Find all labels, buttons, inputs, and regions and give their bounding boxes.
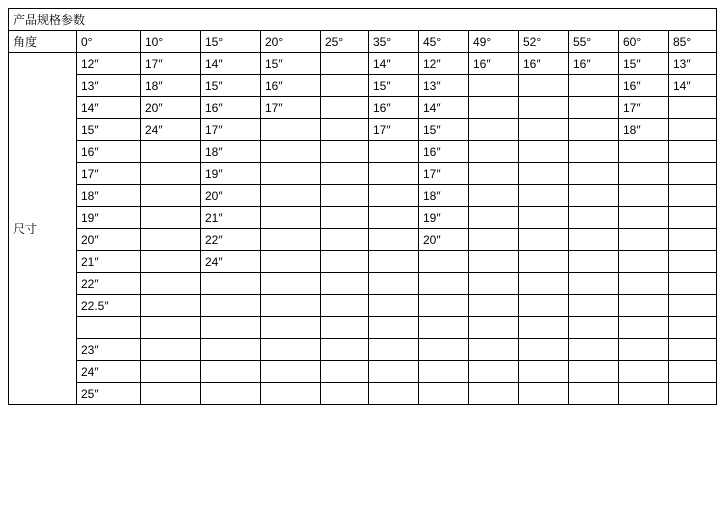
cell-4-4 bbox=[321, 141, 369, 163]
cell-8-7 bbox=[469, 229, 519, 251]
cell-2-4 bbox=[321, 97, 369, 119]
table-row bbox=[9, 273, 717, 295]
column-header-7: 49° bbox=[469, 31, 519, 53]
column-header-6: 45° bbox=[419, 31, 469, 53]
cell-12-6 bbox=[419, 317, 469, 339]
cell-3-0: 15″ bbox=[77, 119, 141, 141]
cell-5-2: 19″ bbox=[201, 163, 261, 185]
table-row bbox=[9, 361, 717, 383]
cell-13-5 bbox=[369, 339, 419, 361]
cell-7-11 bbox=[669, 207, 717, 229]
column-header-10: 60° bbox=[619, 31, 669, 53]
cell-5-9 bbox=[569, 163, 619, 185]
cell-9-10 bbox=[619, 251, 669, 273]
cell-10-2 bbox=[201, 273, 261, 295]
cell-4-6: 16″ bbox=[419, 141, 469, 163]
cell-4-11 bbox=[669, 141, 717, 163]
cell-8-3 bbox=[261, 229, 321, 251]
cell-6-10 bbox=[619, 185, 669, 207]
cell-12-11 bbox=[669, 317, 717, 339]
table-header-row bbox=[9, 31, 717, 53]
cell-13-8 bbox=[519, 339, 569, 361]
cell-6-2: 20″ bbox=[201, 185, 261, 207]
cell-8-6: 20″ bbox=[419, 229, 469, 251]
cell-9-6 bbox=[419, 251, 469, 273]
cell-5-5 bbox=[369, 163, 419, 185]
cell-9-9 bbox=[569, 251, 619, 273]
cell-5-6: 17″ bbox=[419, 163, 469, 185]
cell-0-11: 13″ bbox=[669, 53, 717, 75]
cell-14-10 bbox=[619, 361, 669, 383]
product-spec-table bbox=[8, 8, 717, 405]
angle-header-label: 角度 bbox=[9, 31, 77, 53]
cell-4-0: 16″ bbox=[77, 141, 141, 163]
cell-2-6: 14″ bbox=[419, 97, 469, 119]
cell-14-5 bbox=[369, 361, 419, 383]
cell-3-6: 15″ bbox=[419, 119, 469, 141]
cell-0-10: 15″ bbox=[619, 53, 669, 75]
cell-9-3 bbox=[261, 251, 321, 273]
cell-1-1: 18″ bbox=[141, 75, 201, 97]
cell-15-9 bbox=[569, 383, 619, 405]
cell-7-4 bbox=[321, 207, 369, 229]
cell-12-9 bbox=[569, 317, 619, 339]
cell-11-10 bbox=[619, 295, 669, 317]
table-row bbox=[9, 163, 717, 185]
cell-0-7: 16″ bbox=[469, 53, 519, 75]
cell-5-10 bbox=[619, 163, 669, 185]
cell-5-3 bbox=[261, 163, 321, 185]
cell-15-0: 25″ bbox=[77, 383, 141, 405]
cell-7-2: 21″ bbox=[201, 207, 261, 229]
cell-14-1 bbox=[141, 361, 201, 383]
cell-6-9 bbox=[569, 185, 619, 207]
cell-5-8 bbox=[519, 163, 569, 185]
cell-6-11 bbox=[669, 185, 717, 207]
column-header-5: 35° bbox=[369, 31, 419, 53]
cell-7-5 bbox=[369, 207, 419, 229]
cell-8-1 bbox=[141, 229, 201, 251]
cell-13-11 bbox=[669, 339, 717, 361]
cell-8-11 bbox=[669, 229, 717, 251]
table-row bbox=[9, 339, 717, 361]
cell-10-11 bbox=[669, 273, 717, 295]
cell-7-9 bbox=[569, 207, 619, 229]
cell-1-7 bbox=[469, 75, 519, 97]
column-header-2: 15° bbox=[201, 31, 261, 53]
cell-14-3 bbox=[261, 361, 321, 383]
cell-11-7 bbox=[469, 295, 519, 317]
cell-7-6: 19″ bbox=[419, 207, 469, 229]
cell-3-11 bbox=[669, 119, 717, 141]
cell-14-6 bbox=[419, 361, 469, 383]
table-title-row bbox=[9, 9, 717, 31]
cell-12-3 bbox=[261, 317, 321, 339]
table-row bbox=[9, 251, 717, 273]
cell-3-1: 24″ bbox=[141, 119, 201, 141]
cell-8-4 bbox=[321, 229, 369, 251]
cell-12-0 bbox=[77, 317, 141, 339]
cell-4-2: 18″ bbox=[201, 141, 261, 163]
cell-12-7 bbox=[469, 317, 519, 339]
cell-13-2 bbox=[201, 339, 261, 361]
cell-9-1 bbox=[141, 251, 201, 273]
cell-11-9 bbox=[569, 295, 619, 317]
cell-10-9 bbox=[569, 273, 619, 295]
cell-11-0: 22.5″ bbox=[77, 295, 141, 317]
table-row bbox=[9, 119, 717, 141]
cell-14-2 bbox=[201, 361, 261, 383]
size-row-label: 尺寸 bbox=[9, 53, 77, 405]
cell-4-9 bbox=[569, 141, 619, 163]
cell-4-3 bbox=[261, 141, 321, 163]
table-row bbox=[9, 207, 717, 229]
cell-8-0: 20″ bbox=[77, 229, 141, 251]
cell-10-0: 22″ bbox=[77, 273, 141, 295]
table-row bbox=[9, 295, 717, 317]
cell-1-6: 13″ bbox=[419, 75, 469, 97]
cell-14-11 bbox=[669, 361, 717, 383]
cell-13-3 bbox=[261, 339, 321, 361]
cell-7-8 bbox=[519, 207, 569, 229]
cell-5-0: 17″ bbox=[77, 163, 141, 185]
cell-2-2: 16″ bbox=[201, 97, 261, 119]
cell-13-6 bbox=[419, 339, 469, 361]
cell-15-5 bbox=[369, 383, 419, 405]
cell-0-4 bbox=[321, 53, 369, 75]
cell-6-6: 18″ bbox=[419, 185, 469, 207]
cell-9-11 bbox=[669, 251, 717, 273]
cell-7-1 bbox=[141, 207, 201, 229]
cell-3-4 bbox=[321, 119, 369, 141]
cell-2-7 bbox=[469, 97, 519, 119]
cell-7-0: 19″ bbox=[77, 207, 141, 229]
cell-3-8 bbox=[519, 119, 569, 141]
cell-12-10 bbox=[619, 317, 669, 339]
cell-2-9 bbox=[569, 97, 619, 119]
cell-10-10 bbox=[619, 273, 669, 295]
cell-0-3: 15″ bbox=[261, 53, 321, 75]
cell-15-11 bbox=[669, 383, 717, 405]
cell-15-3 bbox=[261, 383, 321, 405]
cell-8-5 bbox=[369, 229, 419, 251]
cell-11-11 bbox=[669, 295, 717, 317]
cell-6-0: 18″ bbox=[77, 185, 141, 207]
column-header-11: 85° bbox=[669, 31, 717, 53]
cell-1-9 bbox=[569, 75, 619, 97]
table-row bbox=[9, 53, 717, 75]
column-header-4: 25° bbox=[321, 31, 369, 53]
cell-8-10 bbox=[619, 229, 669, 251]
cell-11-4 bbox=[321, 295, 369, 317]
cell-15-2 bbox=[201, 383, 261, 405]
cell-11-2 bbox=[201, 295, 261, 317]
cell-3-5: 17″ bbox=[369, 119, 419, 141]
cell-10-4 bbox=[321, 273, 369, 295]
cell-14-7 bbox=[469, 361, 519, 383]
cell-9-2: 24″ bbox=[201, 251, 261, 273]
cell-12-8 bbox=[519, 317, 569, 339]
cell-13-9 bbox=[569, 339, 619, 361]
cell-13-0: 23″ bbox=[77, 339, 141, 361]
cell-11-8 bbox=[519, 295, 569, 317]
cell-0-1: 17″ bbox=[141, 53, 201, 75]
table-row bbox=[9, 185, 717, 207]
cell-5-1 bbox=[141, 163, 201, 185]
cell-0-5: 14″ bbox=[369, 53, 419, 75]
cell-10-3 bbox=[261, 273, 321, 295]
cell-10-5 bbox=[369, 273, 419, 295]
cell-14-8 bbox=[519, 361, 569, 383]
page-title: 产品规格参数 bbox=[9, 9, 717, 31]
cell-2-1: 20″ bbox=[141, 97, 201, 119]
cell-3-9 bbox=[569, 119, 619, 141]
cell-9-8 bbox=[519, 251, 569, 273]
cell-13-7 bbox=[469, 339, 519, 361]
cell-13-1 bbox=[141, 339, 201, 361]
cell-13-10 bbox=[619, 339, 669, 361]
cell-11-3 bbox=[261, 295, 321, 317]
cell-2-3: 17″ bbox=[261, 97, 321, 119]
cell-1-3: 16″ bbox=[261, 75, 321, 97]
cell-15-8 bbox=[519, 383, 569, 405]
table-row bbox=[9, 141, 717, 163]
cell-5-4 bbox=[321, 163, 369, 185]
cell-4-5 bbox=[369, 141, 419, 163]
cell-7-3 bbox=[261, 207, 321, 229]
cell-3-7 bbox=[469, 119, 519, 141]
cell-1-2: 15″ bbox=[201, 75, 261, 97]
cell-8-8 bbox=[519, 229, 569, 251]
cell-9-7 bbox=[469, 251, 519, 273]
cell-6-7 bbox=[469, 185, 519, 207]
cell-4-10 bbox=[619, 141, 669, 163]
cell-3-2: 17″ bbox=[201, 119, 261, 141]
cell-12-5 bbox=[369, 317, 419, 339]
cell-14-4 bbox=[321, 361, 369, 383]
cell-2-8 bbox=[519, 97, 569, 119]
cell-10-6 bbox=[419, 273, 469, 295]
column-header-3: 20° bbox=[261, 31, 321, 53]
cell-10-7 bbox=[469, 273, 519, 295]
cell-0-0: 12″ bbox=[77, 53, 141, 75]
table-row bbox=[9, 317, 717, 339]
table-row bbox=[9, 97, 717, 119]
cell-12-4 bbox=[321, 317, 369, 339]
cell-1-11: 14″ bbox=[669, 75, 717, 97]
cell-2-11 bbox=[669, 97, 717, 119]
cell-6-8 bbox=[519, 185, 569, 207]
cell-6-5 bbox=[369, 185, 419, 207]
cell-11-6 bbox=[419, 295, 469, 317]
cell-8-9 bbox=[569, 229, 619, 251]
column-header-1: 10° bbox=[141, 31, 201, 53]
cell-10-8 bbox=[519, 273, 569, 295]
cell-9-4 bbox=[321, 251, 369, 273]
cell-15-1 bbox=[141, 383, 201, 405]
cell-10-1 bbox=[141, 273, 201, 295]
column-header-8: 52° bbox=[519, 31, 569, 53]
cell-6-4 bbox=[321, 185, 369, 207]
cell-1-0: 13″ bbox=[77, 75, 141, 97]
cell-4-8 bbox=[519, 141, 569, 163]
cell-15-10 bbox=[619, 383, 669, 405]
cell-15-7 bbox=[469, 383, 519, 405]
cell-0-8: 16″ bbox=[519, 53, 569, 75]
cell-12-1 bbox=[141, 317, 201, 339]
cell-4-1 bbox=[141, 141, 201, 163]
cell-6-1 bbox=[141, 185, 201, 207]
cell-7-7 bbox=[469, 207, 519, 229]
cell-2-5: 16″ bbox=[369, 97, 419, 119]
cell-11-5 bbox=[369, 295, 419, 317]
column-header-9: 55° bbox=[569, 31, 619, 53]
cell-0-9: 16″ bbox=[569, 53, 619, 75]
cell-2-10: 17″ bbox=[619, 97, 669, 119]
table-row bbox=[9, 75, 717, 97]
column-header-0: 0° bbox=[77, 31, 141, 53]
cell-9-5 bbox=[369, 251, 419, 273]
cell-14-0: 24″ bbox=[77, 361, 141, 383]
cell-4-7 bbox=[469, 141, 519, 163]
cell-1-4 bbox=[321, 75, 369, 97]
cell-13-4 bbox=[321, 339, 369, 361]
cell-14-9 bbox=[569, 361, 619, 383]
cell-6-3 bbox=[261, 185, 321, 207]
cell-11-1 bbox=[141, 295, 201, 317]
table-row bbox=[9, 383, 717, 405]
cell-3-10: 18″ bbox=[619, 119, 669, 141]
cell-5-11 bbox=[669, 163, 717, 185]
cell-3-3 bbox=[261, 119, 321, 141]
table-row bbox=[9, 229, 717, 251]
cell-15-6 bbox=[419, 383, 469, 405]
cell-8-2: 22″ bbox=[201, 229, 261, 251]
cell-2-0: 14″ bbox=[77, 97, 141, 119]
cell-1-8 bbox=[519, 75, 569, 97]
cell-12-2 bbox=[201, 317, 261, 339]
cell-5-7 bbox=[469, 163, 519, 185]
cell-15-4 bbox=[321, 383, 369, 405]
cell-1-5: 15″ bbox=[369, 75, 419, 97]
cell-9-0: 21″ bbox=[77, 251, 141, 273]
cell-0-6: 12″ bbox=[419, 53, 469, 75]
cell-7-10 bbox=[619, 207, 669, 229]
cell-1-10: 16″ bbox=[619, 75, 669, 97]
cell-0-2: 14″ bbox=[201, 53, 261, 75]
